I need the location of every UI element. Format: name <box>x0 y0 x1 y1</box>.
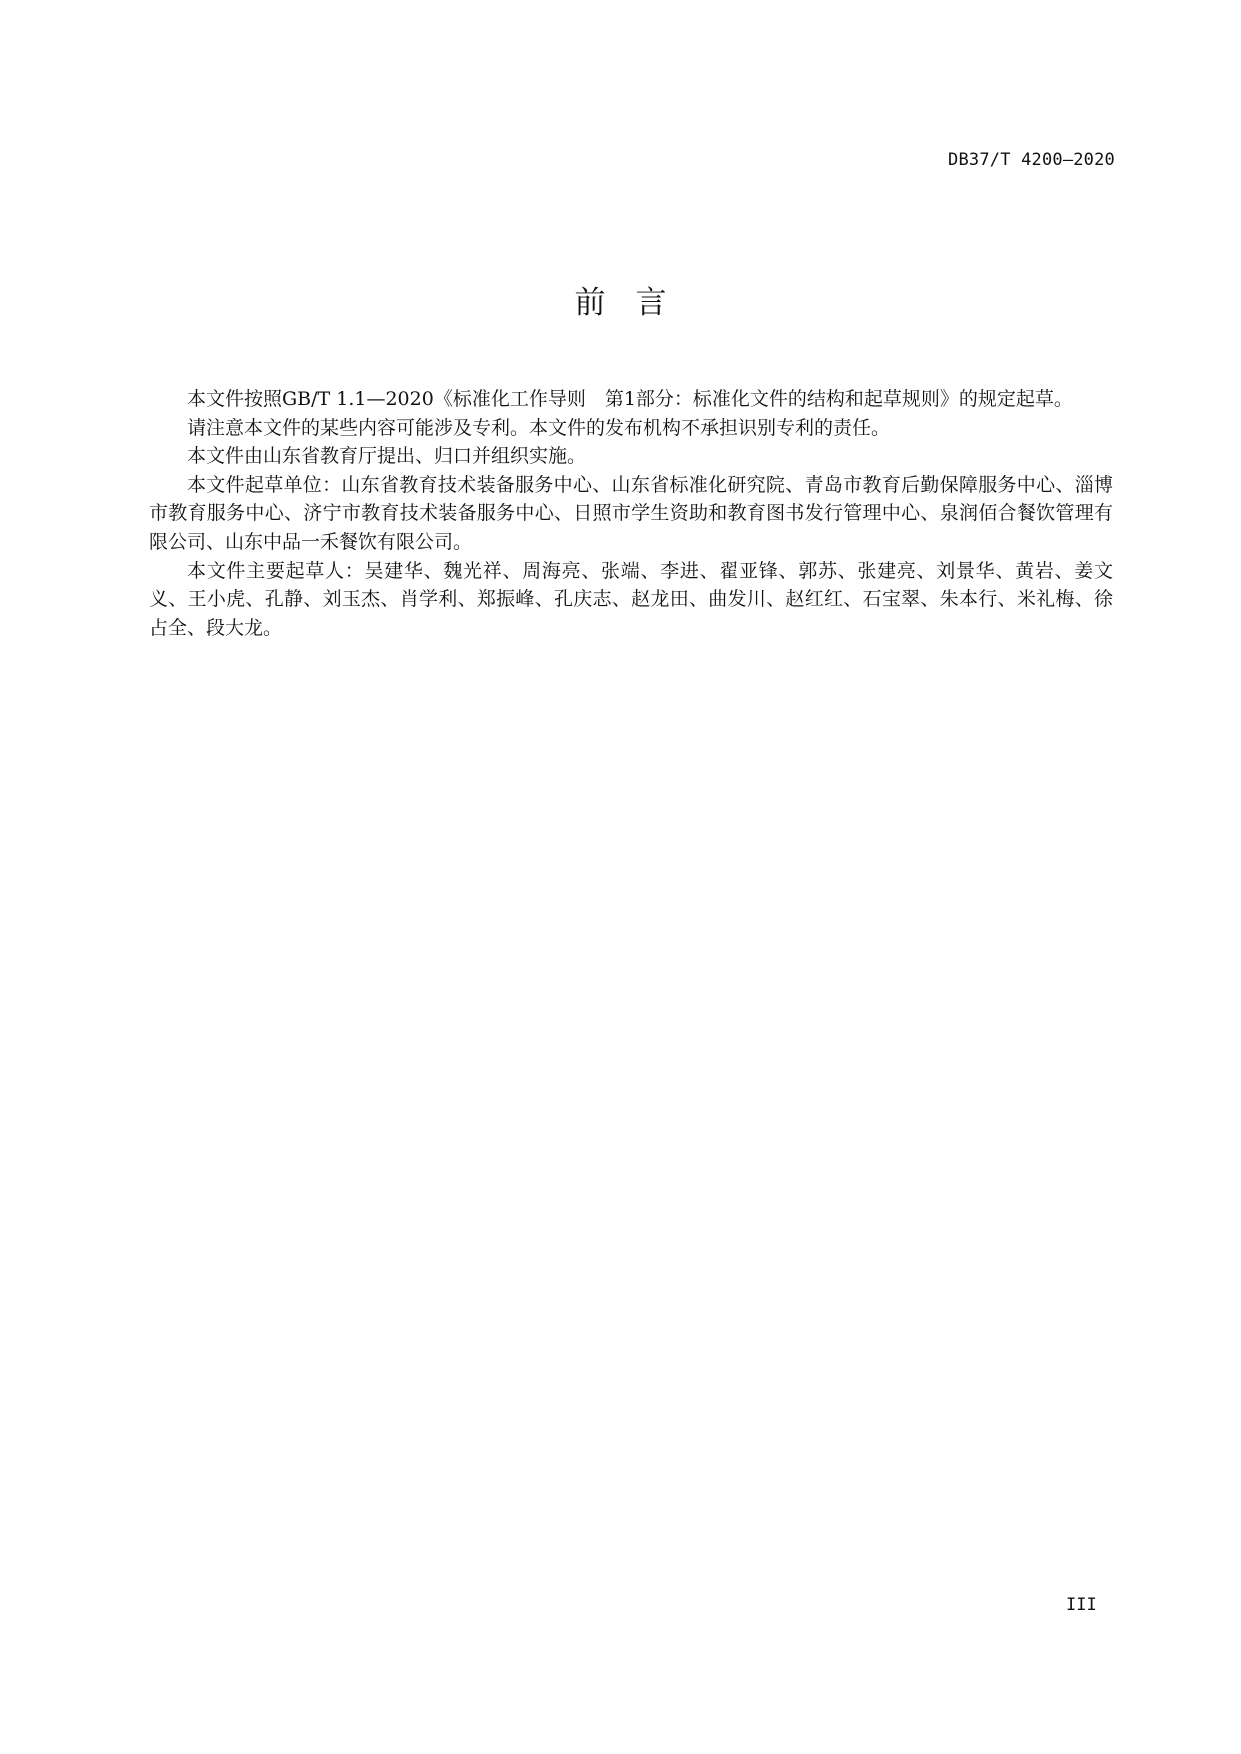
page-number: III <box>1066 1595 1097 1615</box>
paragraph-drafting-units: 本文件起草单位：山东省教育技术装备服务中心、山东省标准化研究院、青岛市教育后勤保障服务中心、淄博市教育服务中心、济宁市教育技术装备服务中心、日照市学生资助和教育图书发行管理中心、泉润佰合餐饮管理有限公司、山东中品一禾餐饮有限公司。 <box>149 473 1113 553</box>
document-code: DB37/T 4200—2020 <box>948 150 1115 170</box>
paragraph-drafters: 本文件主要起草人：吴建华、魏光祥、周海亮、张端、李进、翟亚锋、郭苏、张建亮、刘景华、黄岩、姜文义、王小虎、孔静、刘玉杰、肖学利、郑振峰、孔庆志、赵龙田、曲发川、赵红红、石宝翠、朱本行、米礼梅、徐占全、段大龙。 <box>149 559 1113 639</box>
paragraph-proposer: 本文件由山东省教育厅提出、归口并组织实施。 <box>187 445 587 468</box>
paragraph-patent-notice: 请注意本文件的某些内容可能涉及专利。本文件的发布机构不承担识别专利的责任。 <box>187 416 891 439</box>
page-title: 前言 <box>574 285 697 321</box>
paragraph-drafting-rules: 本文件按照GB/T 1.1—2020《标准化工作导则 第1部分：标准化文件的结构和起草规则》的规定起草。 <box>187 388 1073 410</box>
foreword-body <box>149 385 1113 642</box>
